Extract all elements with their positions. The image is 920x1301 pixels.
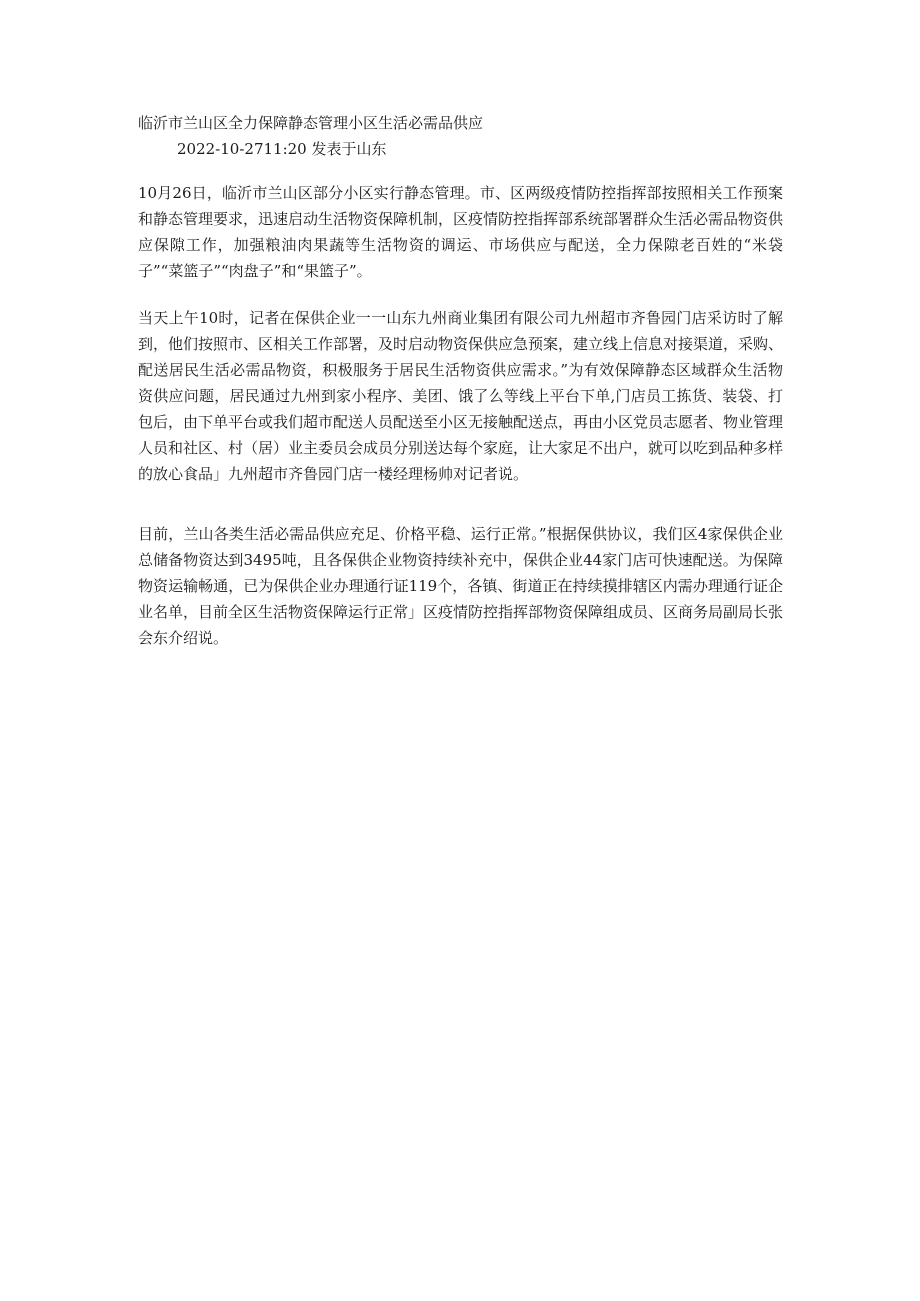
article-title: 临沂市兰山区全力保障静态管理小区生活必需品供应 [138, 114, 484, 132]
article-paragraph-2: 当天上午10时，记者在保供企业一一山东九州商业集团有限公司九州超市齐鲁园门店采访时了解到，他们按照市、区相关工作部署，及时启动物资保供应急预案，建立线上信息对接渠道，采购、配送居民生活必需品物资，积极服务于居民生活物资供应需求。”为有效保障静态区域群众生活物资供应问题，居民通过九州到家小程序、美团、饿了么等线上平台下单,门店员工拣货、装袋、打包后，由下单平台或我们超市配送人员配送至小区无接触配送点，再由小区党员志愿者、物业管理人员和社区、村（居）业主委员会成员分别送达每个家庭，让大家足不出户，就可以吃到品种多样的放心食品」九州超市齐鲁园门店一楼经理杨帅对记者说。 [138, 309, 784, 483]
article-dateline: 2022-10-2711:20 发表于山东 [177, 140, 387, 158]
article-paragraph-1: 10月26日，临沂市兰山区部分小区实行静态管理。市、区两级疫情防控指挥部按照相关工作预案和静态管理要求，迅速启动生活物资保障机制，区疫情防控指挥部系统部署群众生活必需品物资供应保隙工作，加强粮油肉果蔬等生活物资的调运、市场供应与配送，全力保隙老百姓的“米袋子”“菜篮子”“肉盘子”和“果篮子”。 [138, 184, 784, 280]
article-paragraph-3: 目前，兰山各类生活必需品供应充足、价格平稳、运行正常。”根据保供协议，我们区4家保供企业总储备物资达到3495吨，且各保供企业物资持续补充中，保供企业44家门店可快速配送。为保障物资运输畅通，已为保供企业办理通行证119个，各镇、街道正在持续摸排辖区内需办理通行证企业名单，目前全区生活物资保障运行正常」区疫情防控指挥部物资保障组成员、区商务局副局长张会东介绍说。 [138, 525, 784, 647]
